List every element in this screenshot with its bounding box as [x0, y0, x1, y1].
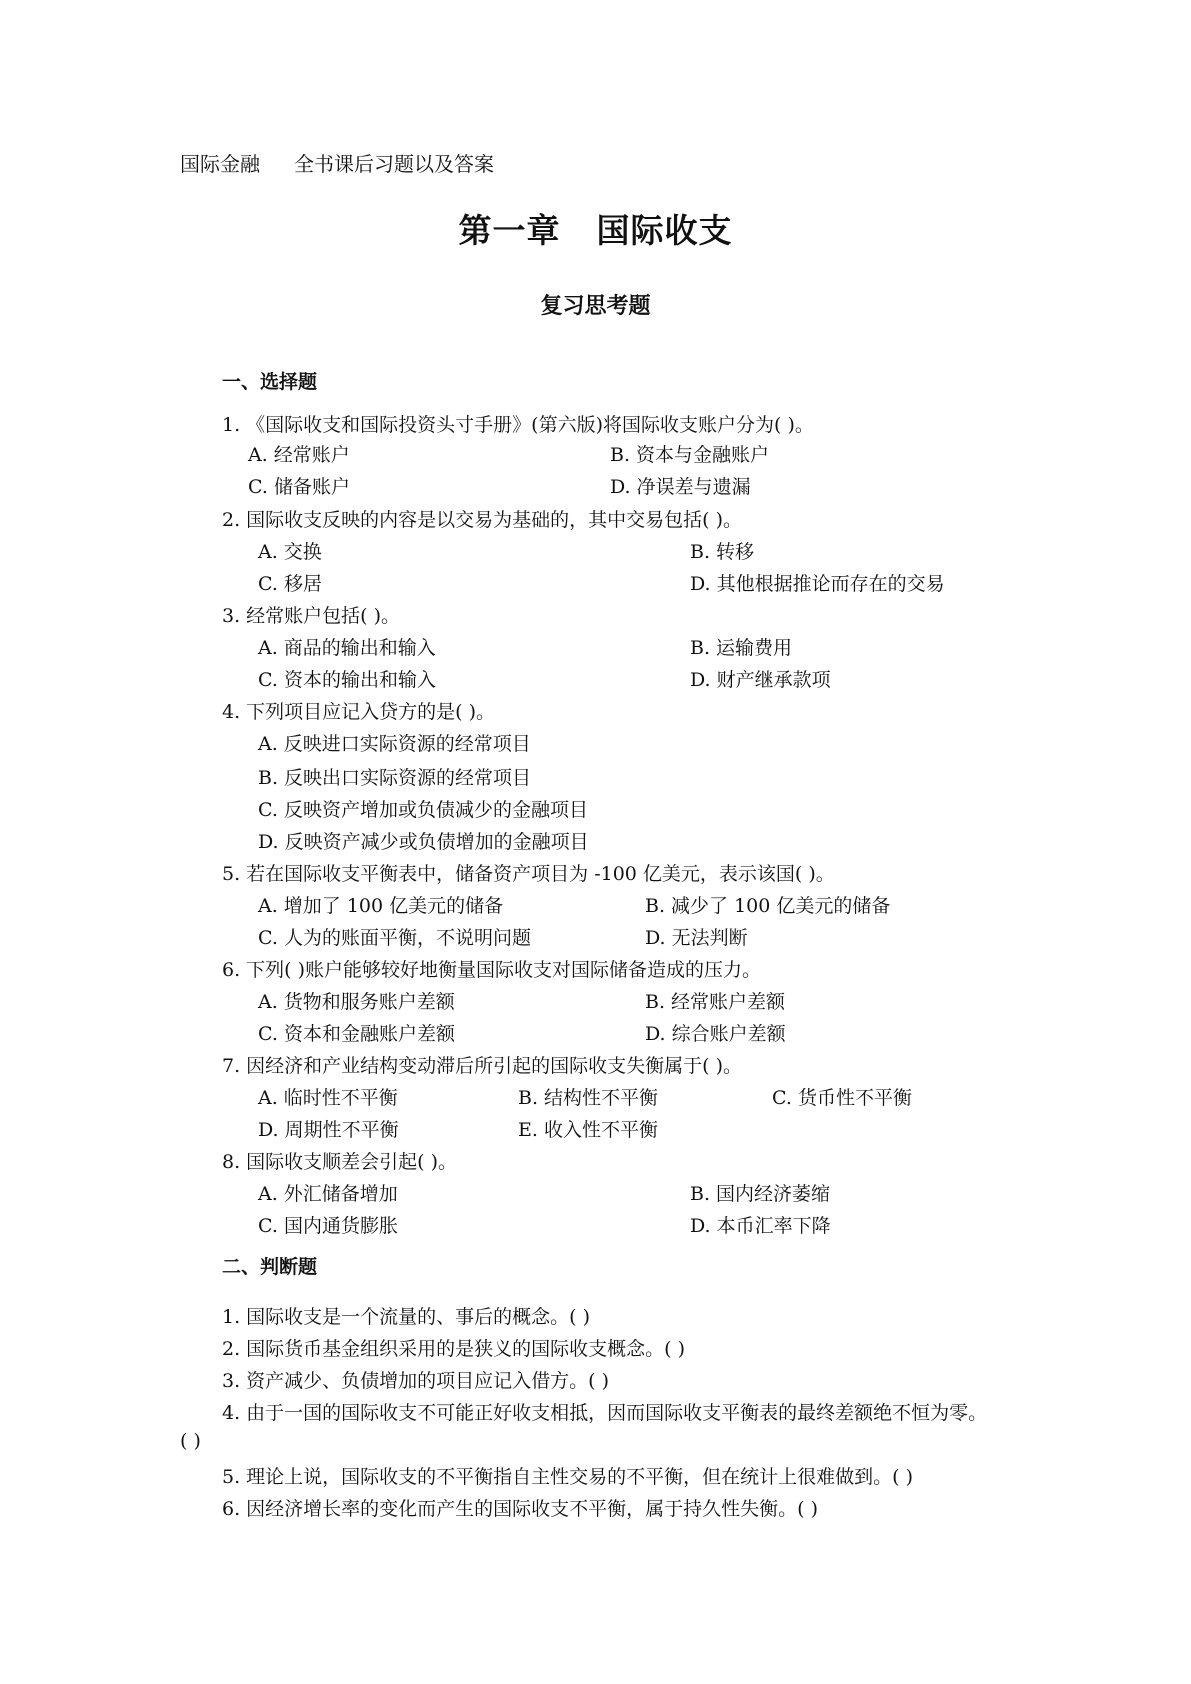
document-header [180, 148, 494, 177]
q7-option-b: B. 结构性不平衡 [518, 1087, 659, 1109]
q7-option-c: C. 货币性不平衡 [772, 1087, 912, 1109]
q6-option-a: A. 货物和服务账户差额 [258, 991, 455, 1013]
section-heading-choice: 一、选择题 [222, 371, 318, 393]
q1-option-b: B. 资本与金融账户 [610, 444, 770, 466]
q8-option-b: B. 国内经济萎缩 [690, 1183, 831, 1205]
question-7: 7. 因经济和产业结构变动滞后所引起的国际收支失衡属于( )。 [222, 1055, 743, 1077]
q4-option-d: D. 反映资产减少或负债增加的金融项目 [258, 831, 589, 853]
section-subtitle: 复习思考题 [540, 294, 651, 319]
q2-option-c: C. 移居 [258, 573, 322, 595]
q4-option-a: A. 反映进口实际资源的经常项目 [258, 733, 531, 755]
q1-option-c: C. 储备账户 [248, 476, 350, 498]
question-3: 3. 经常账户包括( )。 [222, 605, 401, 627]
q8-option-c: C. 国内通货膨胀 [258, 1215, 398, 1237]
judgement-item-3: 3. 资产减少、负债增加的项目应记入借方。( ) [222, 1370, 610, 1392]
question-8: 8. 国际收支顺差会引起( )。 [222, 1151, 458, 1173]
judgement-item-6: 6. 因经济增长率的变化而产生的国际收支不平衡，属于持久性失衡。( ) [222, 1498, 819, 1520]
judgement-item-1: 1. 国际收支是一个流量的、事后的概念。( ) [222, 1306, 591, 1328]
question-4: 4. 下列项目应记入贷方的是( )。 [222, 701, 496, 723]
judgement-item-4-bracket: ( ) [180, 1430, 201, 1452]
q6-option-b: B. 经常账户差额 [645, 991, 786, 1013]
q2-option-b: B. 转移 [690, 541, 755, 563]
q4-option-b: B. 反映出口实际资源的经常项目 [258, 767, 532, 789]
q5-option-d: D. 无法判断 [645, 927, 748, 949]
question-1: 1. 《国际收支和国际投资头寸手册》(第六版)将国际收支账户分为( )。 [222, 414, 814, 436]
q3-option-a: A. 商品的输出和输入 [258, 637, 436, 659]
chapter-title [0, 205, 1191, 252]
judgement-item-5: 5. 理论上说，国际收支的不平衡指自主性交易的不平衡，但在统计上很难做到。( ) [222, 1466, 914, 1488]
judgement-item-2: 2. 国际货币基金组织采用的是狭义的国际收支概念。( ) [222, 1338, 686, 1360]
q2-option-d: D. 其他根据推论而存在的交易 [690, 573, 945, 595]
question-5: 5. 若在国际收支平衡表中，储备资产项目为 -100 亿美元，表示该国( )。 [222, 863, 835, 885]
section-heading-judgement: 二、判断题 [222, 1256, 318, 1278]
q1-option-d: D. 净误差与遗漏 [610, 476, 751, 498]
q5-option-b: B. 减少了 100 亿美元的储备 [645, 895, 891, 917]
q2-option-a: A. 交换 [258, 541, 322, 563]
q6-option-d: D. 综合账户差额 [645, 1023, 786, 1045]
q8-option-d: D. 本币汇率下降 [690, 1215, 831, 1237]
chapter-name: 国际收支 [596, 211, 733, 250]
q3-option-b: B. 运输费用 [690, 637, 793, 659]
q4-option-c: C. 反映资产增加或负债减少的金融项目 [258, 799, 588, 821]
q7-option-d: D. 周期性不平衡 [258, 1119, 399, 1141]
q5-option-c: C. 人为的账面平衡，不说明问题 [258, 927, 531, 949]
question-2: 2. 国际收支反映的内容是以交易为基础的，其中交易包括( )。 [222, 509, 743, 531]
header-right: 全书课后习题以及答案 [294, 152, 494, 176]
q1-option-a: A. 经常账户 [248, 444, 350, 466]
header-left: 国际金融 [180, 152, 260, 176]
q7-option-a: A. 临时性不平衡 [258, 1087, 398, 1109]
q5-option-a: A. 增加了 100 亿美元的储备 [258, 895, 504, 917]
q6-option-c: C. 资本和金融账户差额 [258, 1023, 455, 1045]
chapter-number: 第一章 [458, 211, 561, 250]
q8-option-a: A. 外汇储备增加 [258, 1183, 398, 1205]
question-6: 6. 下列( )账户能够较好地衡量国际收支对国际储备造成的压力。 [222, 959, 762, 981]
q3-option-d: D. 财产继承款项 [690, 669, 831, 691]
judgement-item-4: 4. 由于一国的国际收支不可能正好收支相抵，因而国际收支平衡表的最终差额绝不恒为零。 [222, 1402, 988, 1424]
q3-option-c: C. 资本的输出和输入 [258, 669, 436, 691]
q7-option-e: E. 收入性不平衡 [518, 1119, 658, 1141]
